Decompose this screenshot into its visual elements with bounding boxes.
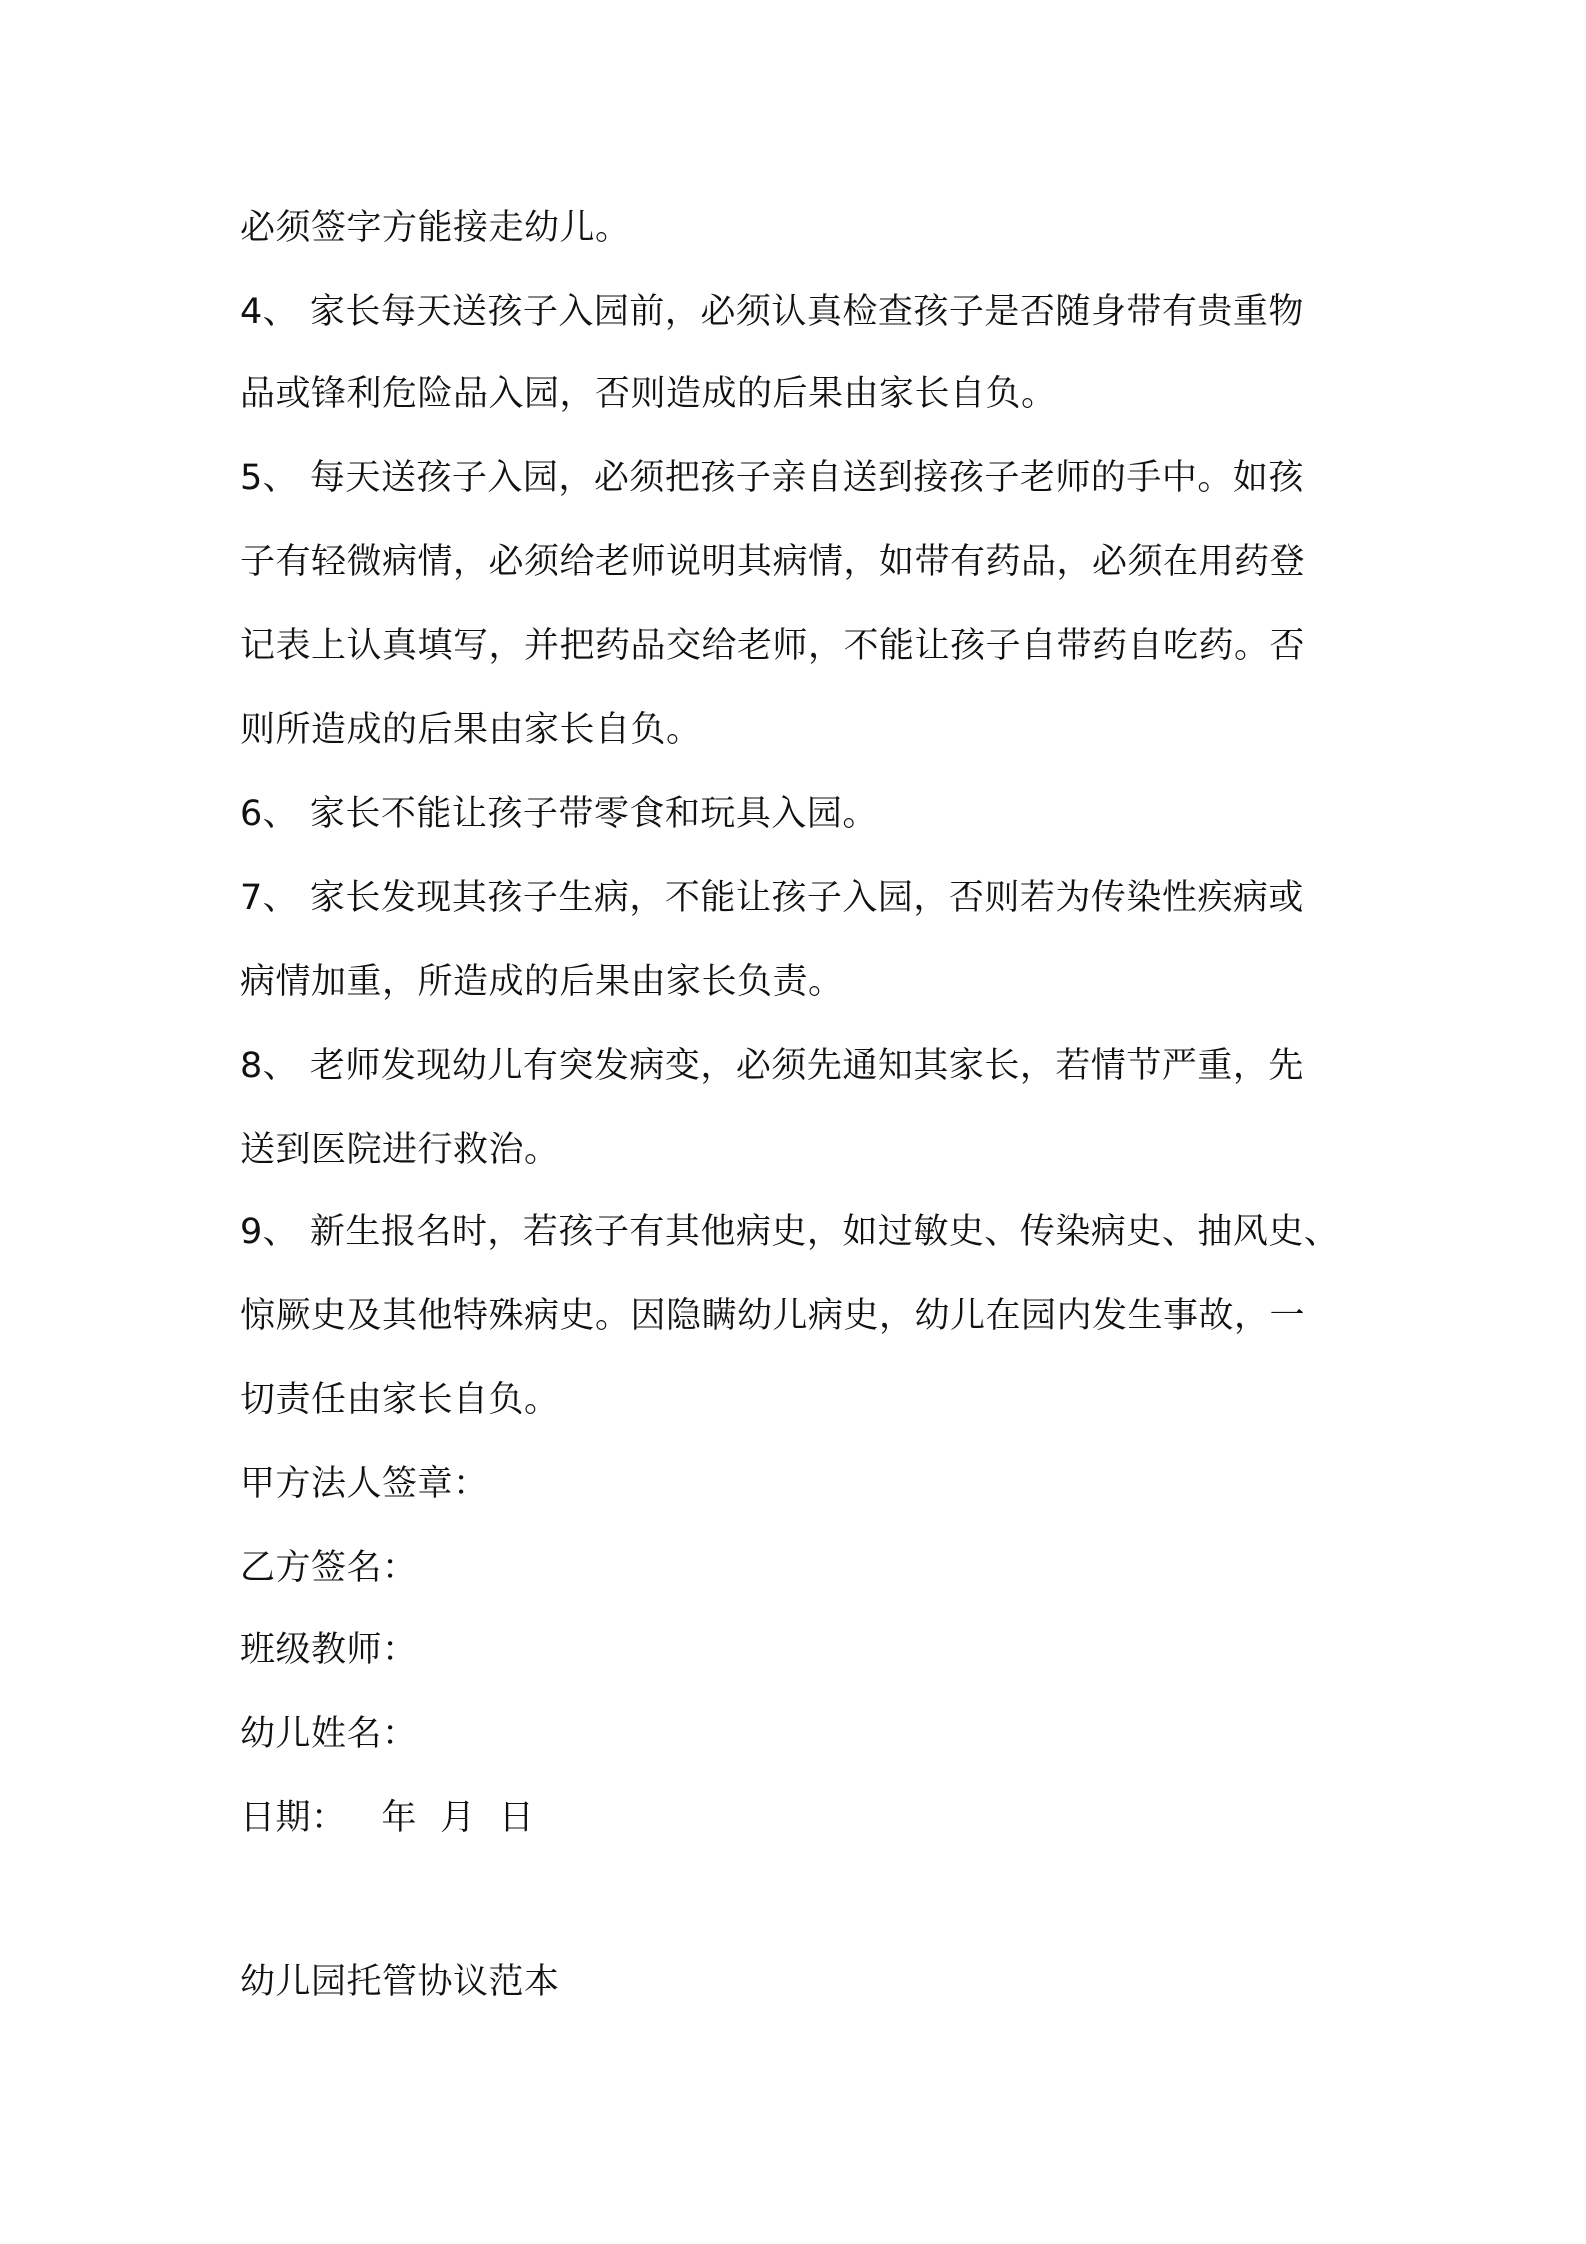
party-a-signature-label: 甲方法人签章：: [240, 1464, 489, 1504]
clause-5-line-1: 5、 每天送孩子入园，必须把孩子亲自送到接孩子老师的手中。如孩: [240, 458, 1304, 498]
clause-7-line-2: 病情加重，所造成的后果由家长负责。: [240, 962, 844, 1002]
clause-8-line-2: 送到医院进行救治。: [240, 1130, 560, 1170]
date-label: 日期： 年 月 日: [240, 1798, 535, 1838]
text-line-1: 必须签字方能接走幼儿。: [240, 208, 631, 248]
child-name-label: 幼儿姓名：: [240, 1714, 418, 1754]
party-b-signature-label: 乙方签名：: [240, 1548, 418, 1588]
clause-5-line-2: 子有轻微病情，必须给老师说明其病情，如带有药品，必须在用药登: [240, 542, 1306, 582]
class-teacher-label: 班级教师：: [240, 1630, 418, 1670]
clause-5-line-3: 记表上认真填写，并把药品交给老师，不能让孩子自带药自吃药。否: [240, 626, 1306, 666]
clause-4-line-2: 品或锋利危险品入园，否则造成的后果由家长自负。: [240, 374, 1057, 414]
clause-9-line-1: 9、 新生报名时，若孩子有其他病史，如过敏史、传染病史、抽风史、: [240, 1212, 1340, 1252]
clause-4-line-1: 4、 家长每天送孩子入园前，必须认真检查孩子是否随身带有贵重物: [240, 292, 1304, 332]
clause-6-line-1: 6、 家长不能让孩子带零食和玩具入园。: [240, 794, 878, 834]
clause-9-line-2: 惊厥史及其他特殊病史。因隐瞒幼儿病史，幼儿在园内发生事故，一: [240, 1296, 1306, 1336]
clause-8-line-1: 8、 老师发现幼儿有突发病变，必须先通知其家长，若情节严重，先: [240, 1046, 1304, 1086]
next-section-title: 幼儿园托管协议范本: [240, 1962, 560, 2002]
clause-5-line-4: 则所造成的后果由家长自负。: [240, 710, 702, 750]
clause-7-line-1: 7、 家长发现其孩子生病，不能让孩子入园，否则若为传染性疾病或: [240, 878, 1304, 918]
clause-9-line-3: 切责任由家长自负。: [240, 1380, 560, 1420]
